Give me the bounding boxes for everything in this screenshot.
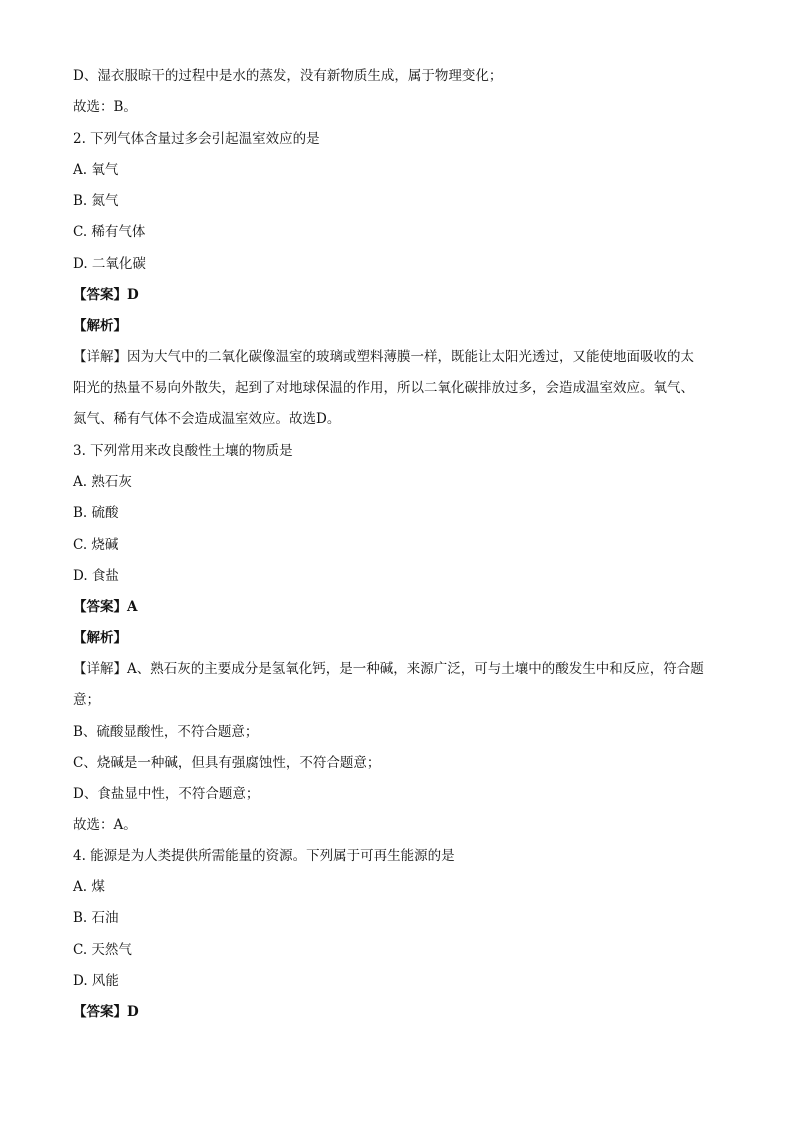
option-d: D. 食盐 [73,568,119,584]
option-a: A. 熟石灰 [73,474,132,490]
question-stem: 4. 能源是为人类提供所需能量的资源。下列属于可再生能源的是 [73,848,455,864]
option-c: C. 烧碱 [73,537,119,553]
option-b: B. 硫酸 [73,505,119,521]
text-line: D、湿衣服晾干的过程中是水的蒸发，没有新物质生成，属于物理变化； [73,68,503,84]
option-b: B. 氮气 [73,193,119,209]
detail-line: 意； [73,692,100,708]
detail-line: 【详解】A、熟石灰的主要成分是氢氧化钙，是一种碱，来源广泛，可与土壤中的酸发生中和反应，符合题 [73,661,704,677]
option-c: C. 稀有气体 [73,224,146,240]
detail-line: 【详解】因为大气中的二氧化碳像温室的玻璃或塑料薄膜一样，既能让太阳光透过，又能使地面吸收的太 [73,349,694,365]
option-d: D. 二氧化碳 [73,256,146,272]
option-b: B. 石油 [73,910,119,926]
answer-label: 【答案】D [73,287,139,303]
detail-line: D、食盐显中性，不符合题意； [73,786,260,802]
detail-line: C、烧碱是一种碱，但具有强腐蚀性，不符合题意； [73,755,381,771]
text-line: 故选：B。 [73,99,137,115]
detail-line: B、硫酸显酸性，不符合题意； [73,724,259,740]
question-stem: 3. 下列常用来改良酸性土壤的物质是 [73,443,293,459]
option-a: A. 煤 [73,879,105,895]
detail-line: 氮气、稀有气体不会造成温室效应。故选D。 [73,411,341,427]
option-a: A. 氧气 [73,162,119,178]
analysis-label: 【解析】 [73,630,127,646]
text-line: 故选：A。 [73,817,137,833]
answer-label: 【答案】D [73,1004,139,1020]
option-d: D. 风能 [73,973,119,989]
option-c: C. 天然气 [73,942,132,958]
answer-label: 【答案】A [73,599,138,615]
question-stem: 2. 下列气体含量过多会引起温室效应的是 [73,131,320,147]
analysis-label: 【解析】 [73,318,127,334]
detail-line: 阳光的热量不易向外散失，起到了对地球保温的作用，所以二氧化碳排放过多，会造成温室效应。氧气、 [73,380,694,396]
